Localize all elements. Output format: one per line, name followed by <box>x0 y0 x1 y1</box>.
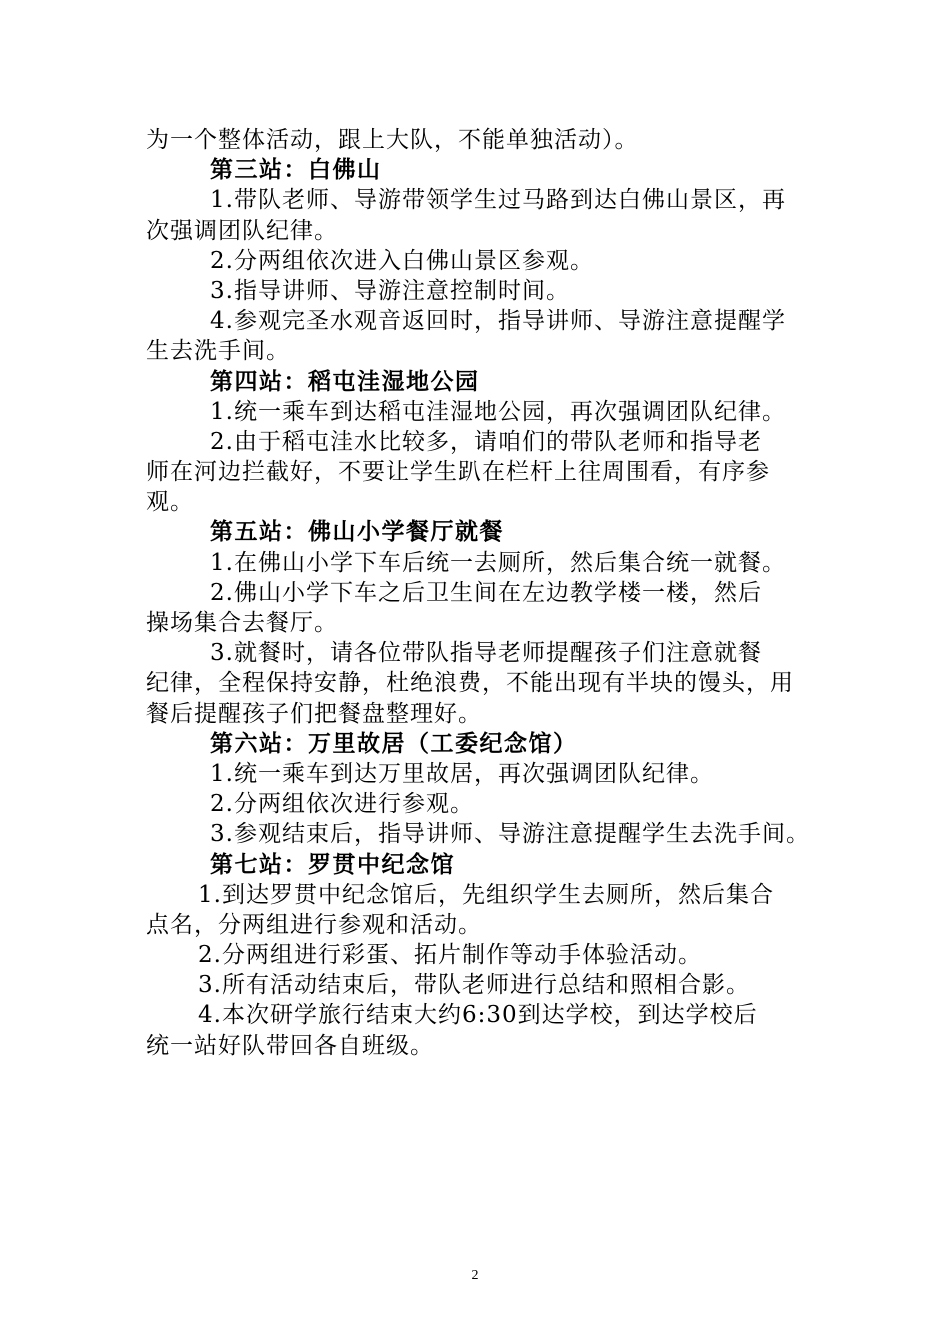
paragraph-line: 2.分两组依次进行参观。 <box>210 791 474 818</box>
section-heading: 第六站：万里故居（工委纪念馆） <box>210 730 578 757</box>
paragraph-line: 为一个整体活动，跟上大队，不能单独活动）。 <box>146 127 639 153</box>
paragraph-line: 生去洗手间。 <box>146 338 290 365</box>
paragraph-line: 3.就餐时，请各位带队指导老师提醒孩子们注意就餐 <box>210 640 762 667</box>
section-heading: 第四站：稻屯洼湿地公园 <box>210 368 480 395</box>
paragraph-line: 3.参观结束后，指导讲师、导游注意提醒学生去洗手间。 <box>210 821 810 848</box>
page-number: 2 <box>471 1268 479 1283</box>
paragraph-line: 餐后提醒孩子们把餐盘整理好。 <box>146 700 482 727</box>
paragraph-line: 师在河边拦截好，不要让学生趴在栏杆上往周围看，有序参 <box>146 459 770 486</box>
paragraph-line: 1.统一乘车到达稻屯洼湿地公园，再次强调团队纪律。 <box>210 398 786 425</box>
paragraph-line: 4.参观完圣水观音返回时，指导讲师、导游注意提醒学 <box>210 308 786 335</box>
paragraph-line: 1.到达罗贯中纪念馆后，先组织学生去厕所，然后集合 <box>198 881 774 908</box>
document-body <box>146 125 816 1061</box>
paragraph-line: 2.分两组进行彩蛋、拓片制作等动手体验活动。 <box>198 942 702 969</box>
paragraph-line: 3.指导讲师、导游注意控制时间。 <box>210 277 570 304</box>
paragraph-line: 4.本次研学旅行结束大约6:30到达学校，到达学校后 <box>198 1002 758 1029</box>
paragraph-line: 次强调团队纪律。 <box>146 217 338 244</box>
paragraph-line: 1.带队老师、导游带领学生过马路到达白佛山景区，再 <box>210 187 786 214</box>
paragraph-line: 2.由于稻屯洼水比较多，请咱们的带队老师和指导老 <box>210 428 762 455</box>
paragraph-line: 1.在佛山小学下车后统一去厕所，然后集合统一就餐。 <box>210 549 786 576</box>
section-heading: 第三站：白佛山 <box>210 157 382 184</box>
section-heading: 第七站：罗贯中纪念馆 <box>210 851 455 878</box>
paragraph-line: 1.统一乘车到达万里故居，再次强调团队纪律。 <box>210 760 714 787</box>
paragraph-line: 2.佛山小学下车之后卫生间在左边教学楼一楼，然后 <box>210 579 762 606</box>
section-heading: 第五站：佛山小学餐厅就餐 <box>210 519 504 546</box>
paragraph-line: 3.所有活动结束后，带队老师进行总结和照相合影。 <box>198 972 750 999</box>
paragraph-line: 统一站好队带回各自班级。 <box>146 1032 434 1059</box>
paragraph-line: 操场集合去餐厅。 <box>146 610 338 636</box>
paragraph-line: 点名，分两组进行参观和活动。 <box>146 911 482 938</box>
paragraph-line: 观。 <box>146 489 194 516</box>
paragraph-line: 纪律，全程保持安静，杜绝浪费，不能出现有半块的馒头，用 <box>146 670 794 697</box>
paragraph-line: 2.分两组依次进入白佛山景区参观。 <box>210 247 594 274</box>
